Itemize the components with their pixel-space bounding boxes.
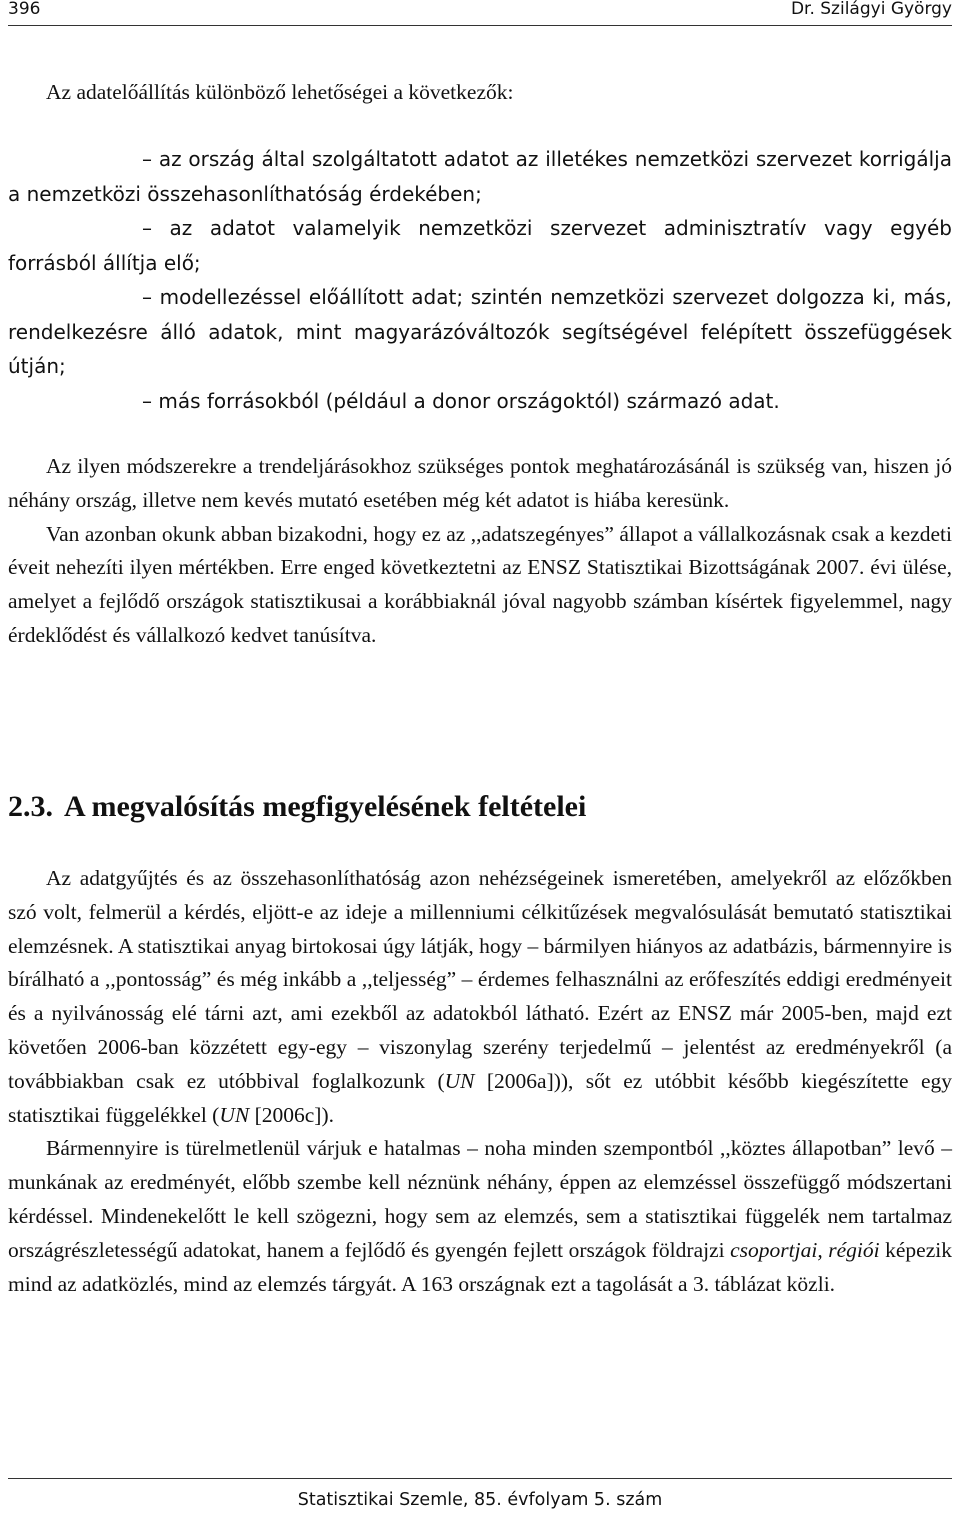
list-item: – modellezéssel előállított adat; szintén nemzetközi szervezet dolgozza ki, más, rendelkezésre álló adatok, mint magyarázóváltozók segítségével felépített összefüggések útján; [8, 285, 952, 378]
paragraph [8, 1132, 952, 1301]
paragraph-text: [2006a])), sőt ez utóbbit később kiegészítette egy statisztikai függelékkel ( [8, 1068, 952, 1127]
list-item: – az adatot valamelyik nemzetközi szervezet adminisztratív vagy egyéb forrásból állítja elő; [8, 216, 952, 275]
paragraph-text: Bármennyire is türelmetlenül várjuk e hatalmas – noha minden szempontból ,,köztes állapotban” levő – munkának az eredményét, előbb szembe kell néznünk néhány, éppen az elemzéssel összefüggő módszertani kérdéssel. Mindenekelőtt le kell szögezni, hogy sem az elemzés, sem a statisztikai függelék nem tartalmaz országrészletességű adatokat, hanem a fejlődő és gyengén fejlett országok földrajzi [8, 1136, 952, 1262]
running-header [8, 0, 952, 22]
header-rule [8, 25, 952, 26]
section1-body [8, 450, 952, 653]
paragraph: Van azonban okunk abban bizakodni, hogy ez az ,,adatszegényes” állapot a vállalkozásnak csak a kezdeti éveit nehezíti ilyen mértékben. Erre enged következtetni az ENSZ Statisztikai Bizottságának 2007. évi ülése, amelyet a fejlődő országok statisztikusai a korábbiaknál jóval nagyobb számban kísértek figyelemmel, nagy érdeklődést és vállalkozó kedvet tanúsítva. [8, 521, 952, 647]
italic-phrase: csoportjai, régiói [730, 1237, 880, 1262]
citation-italic: UN [444, 1068, 475, 1093]
paragraph [8, 862, 952, 1132]
paragraph-text: [2006c]). [249, 1102, 335, 1127]
section-number: 2.3. [8, 790, 53, 823]
citation-italic: UN [219, 1102, 250, 1127]
paragraph-text: képezik mind az adatközlés, mind az elemzés tárgyát. A 163 országnak ezt a tagolását a 3. táblázat közli. [8, 1237, 952, 1296]
section-title: A megvalósítás megfigyelésének feltételei [64, 790, 587, 823]
paragraph: Az ilyen módszerekre a trendeljárásokhoz szükséges pontok meghatározásánál is szükség van, hiszen jó néhány ország, illetve nem kevés mutató esetében még két adatot is hiába keresünk. [8, 454, 952, 512]
footer-rule [8, 1478, 952, 1479]
section-heading [8, 787, 586, 827]
intro-paragraph: Az adatelőállítás különböző lehetőségei a következők: [46, 80, 514, 104]
paragraph-text: Az adatgyűjtés és az összehasonlíthatóság azon nehézségeinek ismeretében, amelyekről az előzőkben szó volt, felmerül a kérdés, eljött-e az ideje a millenniumi célkitűzések megvalósulását bemutató statisztikai elemzésnek. A statisztikai anyag birtokosai úgy látják, hogy – bármilyen hiányos az adatbázis, bármennyire is bírálható a ,,pontosság” és még inkább a ,,teljesség” – érdemes felhasználni az erőfeszítés eddigi eredményeit és a nyilvánosság elé tárni azt, ami ezekből az adatokból látható. Ezért az ENSZ már 2005-ben, majd ezt követően 2006-ban közzétett egy-egy – viszonylag szerény terjedelmű – jelentést az eredményekről (a továbbiakban csak ez utóbbival foglalkozunk ( [8, 866, 952, 1093]
section2-body [8, 862, 952, 1301]
running-footer: Statisztikai Szemle, 85. évfolyam 5. szám [297, 1490, 663, 1510]
running-author: Dr. Szilágyi György [790, 0, 952, 19]
list-item: – az ország által szolgáltatott adatot az illetékes nemzetközi szervezet korrigálja a nemzetközi összehasonlíthatóság érdekében; [8, 147, 952, 206]
page-number: 396 [8, 0, 41, 19]
source-list [8, 142, 952, 418]
list-item: – más forrásokból (például a donor országoktól) származó adat. [142, 388, 780, 413]
